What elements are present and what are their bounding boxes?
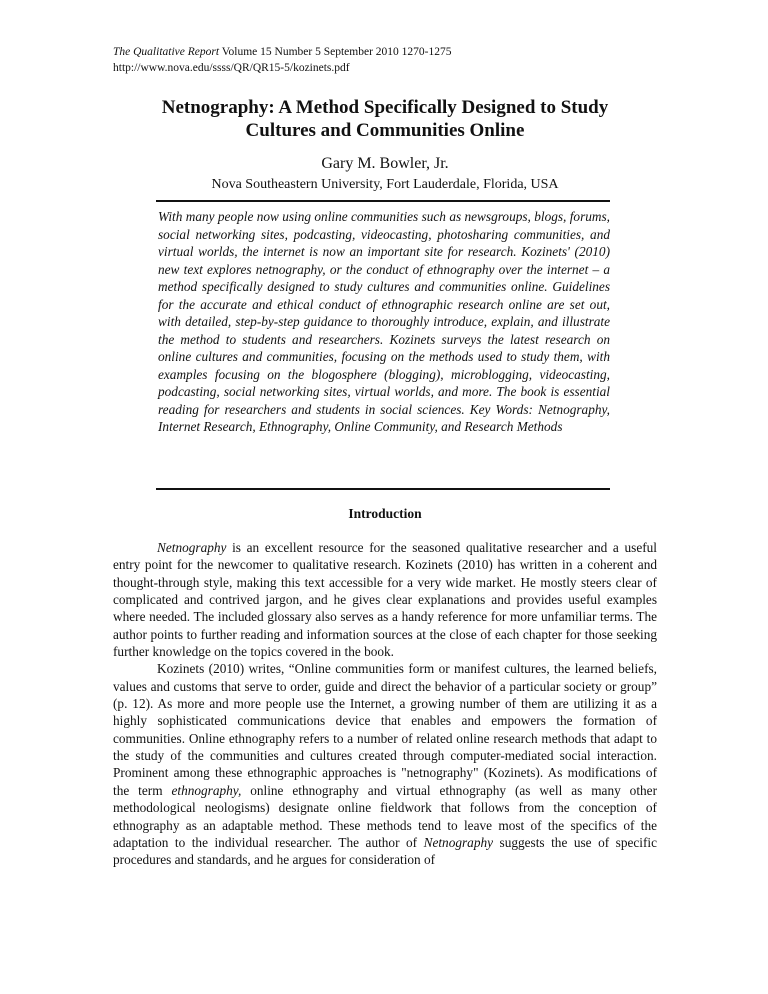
author-name: Gary M. Bowler, Jr. xyxy=(321,155,449,172)
running-header xyxy=(113,44,451,76)
book-title-italic: Netnography xyxy=(157,540,227,555)
paper-title xyxy=(113,96,657,142)
paragraph-2-text-b: online ethnography and virtual ethnography (as well as many other methodological neologisms) designate online fieldwork that follows from the conception of ethnography as an adaptable method. These methods tend to leave most of the specifics of the adaptation to the individual researcher. The author of xyxy=(113,782,658,850)
section-heading-introduction: Introduction xyxy=(348,506,422,521)
abstract-text: With many people now using online communities such as newsgroups, blogs, forums, social networking sites, podcasting, videocasting, photosharing communities, and virtual worlds, the internet is now an important site for research. Kozinets' (2010) new text explores netnography, or the conduct of ethnography over the internet – a method specifically designed to study cultures and communities online. Guidelines for the accurate and ethical conduct of ethnographic research online are set out, with detailed, step-by-step guidance to thoroughly introduce, explain, and illustrate the method to students and researchers. Kozinets surveys the latest research on online cultures and communities, focusing on the methods used to study them, with examples focusing on the blogosphere (blogging), microblogging, videocasting, podcasting, social networking sites, virtual worlds, and more. The book is essential reading for researchers and students in social sciences. Key Words: Netnography, Internet Research, Ethnography, Online Community, and Research Methods xyxy=(158,209,610,434)
book-title-italic-2: Netnography xyxy=(423,834,494,850)
paragraph-2-text-a: Kozinets (2010) writes, “Online communities form or manifest cultures, the learned beliefs, values and customs that serve to order, guide and direct the behavior of a particular society or group” (p. 12). As more and more people use the Internet, a growing number of them are utilizing it as a highly sophisticated communications device that enables and empowers the formation of communities. Online ethnography refers to a number of related online research methods that adapt to the study of the communities and cultures created through computer-mediated social interaction. Prominent among these ethnographic approaches is "netnography" (Kozinets). As modifications of the term xyxy=(113,661,657,798)
author-affiliation: Nova Southeastern University, Fort Lauderdale, Florida, USA xyxy=(211,177,559,192)
paragraph-2-text-c: suggests the use of specific procedures and standards, and he argues for consideration of xyxy=(113,834,657,868)
title-line-2: Cultures and Communities Online xyxy=(245,120,525,141)
article-url: http://www.nova.edu/ssss/QR/QR15-5/kozinets.pdf xyxy=(113,62,350,74)
abstract-bottom-rule xyxy=(156,488,610,490)
journal-name: The Qualitative Report xyxy=(113,46,220,58)
paragraph-2 xyxy=(113,660,657,868)
paragraph-1 xyxy=(113,539,657,660)
paragraph-1-text: is an excellent resource for the seasoned qualitative researcher and a useful entry point for the newcomer to qualitative research. Kozinets (2010) has written in a coherent and thought-through style, making this text accessible for a very wide market. He mostly steers clear of complicated and contrived jargon, and he gives clear explanations and provides useful examples where needed. The included glossary also serves as a handy reference for more unfamiliar terms. The author points to further reading and information sources at the close of each chapter for those seeking further knowledge on the topics covered in the book. xyxy=(113,540,657,660)
citation-details: Volume 15 Number 5 September 2010 1270-1275 xyxy=(219,46,452,58)
citation-line xyxy=(113,44,451,60)
abstract-top-rule xyxy=(156,200,610,202)
body-text xyxy=(113,539,657,869)
title-line-1: Netnography: A Method Specifically Designed to Study xyxy=(161,97,609,118)
term-italic: ethnography, xyxy=(171,782,242,798)
